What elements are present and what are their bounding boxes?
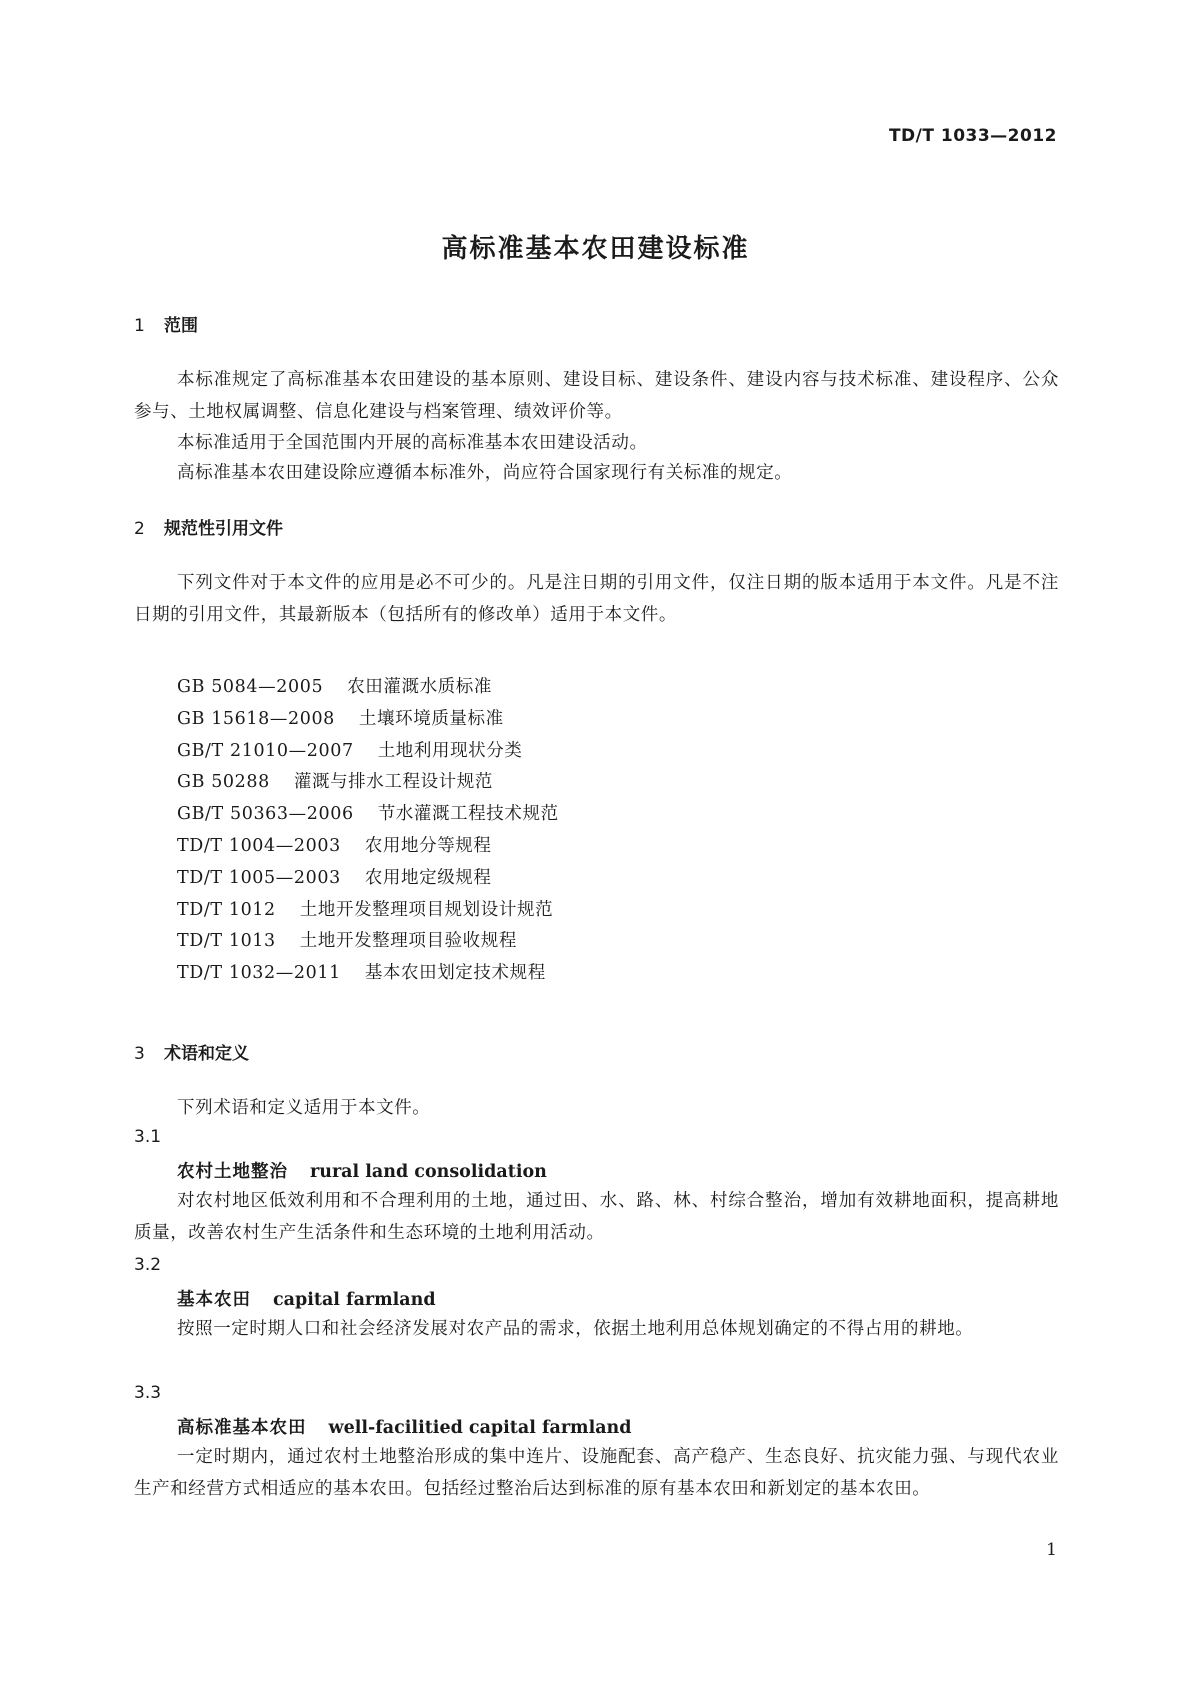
reference-item [177, 895, 559, 927]
reference-code: GB/T 50363—2006 [177, 804, 354, 825]
section-number: 1 [134, 316, 145, 336]
reference-code: TD/T 1004—2003 [177, 835, 341, 856]
section-number: 2 [134, 519, 145, 539]
term-chinese: 高标准基本农田 [177, 1418, 307, 1438]
paragraph: 本标准适用于全国范围内开展的高标准基本农田建设活动。 [177, 433, 648, 453]
section-title: 范围 [164, 316, 198, 336]
reference-item [177, 926, 559, 958]
page-number: 1 [1046, 1540, 1057, 1560]
reference-list [177, 672, 559, 990]
term-chinese: 基本农田 [177, 1290, 251, 1310]
reference-name: 基本农田划定技术规程 [364, 963, 546, 984]
reference-name: 土地开发整理项目验收规程 [299, 931, 517, 952]
term-heading [177, 1158, 547, 1183]
term-definition: 按照一定时期人口和社会经济发展对农产品的需求，依据土地利用总体规划确定的不得占用的耕地。 [177, 1319, 974, 1339]
reference-code: TD/T 1032—2011 [177, 963, 341, 984]
paragraph: 下列术语和定义适用于本文件。 [177, 1098, 431, 1118]
term-chinese: 农村土地整治 [177, 1162, 288, 1182]
paragraph: 本标准规定了高标准基本农田建设的基本原则、建设目标、建设条件、建设内容与技术标准、建设程序、公众参与、土地权属调整、信息化建设与档案管理、绩效评价等。 [134, 370, 1059, 422]
term-definition: 对农村地区低效利用和不合理利用的土地，通过田、水、路、林、村综合整治，增加有效耕地面积，提高耕地质量，改善农村生产生活条件和生态环境的土地利用活动。 [134, 1191, 1059, 1243]
reference-code: TD/T 1013 [177, 931, 276, 952]
reference-item [177, 799, 559, 831]
clause-number: 3.3 [134, 1383, 162, 1403]
reference-code: TD/T 1012 [177, 899, 276, 920]
reference-item [177, 704, 559, 736]
clause-number: 3.1 [134, 1127, 162, 1147]
term-english: rural land consolidation [310, 1162, 547, 1182]
section-2-heading [134, 514, 283, 539]
reference-name: 土地开发整理项目规划设计规范 [299, 899, 554, 920]
clause-number: 3.2 [134, 1255, 162, 1275]
term-english: capital farmland [273, 1290, 436, 1310]
reference-name: 农用地分等规程 [364, 835, 492, 856]
reference-name: 土壤环境质量标准 [358, 708, 504, 729]
reference-item [177, 958, 559, 990]
term-heading [177, 1414, 632, 1439]
reference-code: GB 50288 [177, 772, 270, 793]
reference-name: 节水灌溉工程技术规范 [377, 804, 559, 825]
document-title: 高标准基本农田建设标准 [441, 234, 750, 264]
section-3-heading [134, 1039, 249, 1064]
reference-code: TD/T 1005—2003 [177, 867, 341, 888]
reference-code: GB 5084—2005 [177, 677, 324, 697]
term-english: well-facilitied capital farmland [328, 1418, 632, 1438]
reference-item [177, 863, 559, 895]
reference-name: 农田灌溉水质标准 [347, 677, 492, 697]
section-title: 规范性引用文件 [164, 519, 283, 539]
reference-item [177, 736, 559, 768]
reference-item [177, 767, 559, 799]
document-code: TD/T 1033—2012 [888, 126, 1057, 146]
paragraph: 高标准基本农田建设除应遵循本标准外，尚应符合国家现行有关标准的规定。 [177, 463, 793, 483]
reference-name: 灌溉与排水工程设计规范 [293, 772, 493, 793]
reference-name: 农用地定级规程 [364, 867, 492, 888]
term-heading [177, 1286, 436, 1311]
term-definition: 一定时期内，通过农村土地整治形成的集中连片、设施配套、高产稳产、生态良好、抗灾能力强、与现代农业生产和经营方式相适应的基本农田。包括经过整治后达到标准的原有基本农田和新划定的基本农田。 [134, 1447, 1059, 1499]
reference-name: 土地利用现状分类 [377, 740, 523, 761]
section-number: 3 [134, 1044, 145, 1064]
reference-item [177, 831, 559, 863]
section-1-heading [134, 311, 198, 336]
paragraph: 下列文件对于本文件的应用是必不可少的。凡是注日期的引用文件，仅注日期的版本适用于本文件。凡是不注日期的引用文件，其最新版本（包括所有的修改单）适用于本文件。 [134, 573, 1059, 625]
section-title: 术语和定义 [164, 1044, 249, 1064]
reference-code: GB 15618—2008 [177, 708, 335, 729]
reference-code: GB/T 21010—2007 [177, 740, 354, 761]
reference-item [177, 672, 559, 704]
